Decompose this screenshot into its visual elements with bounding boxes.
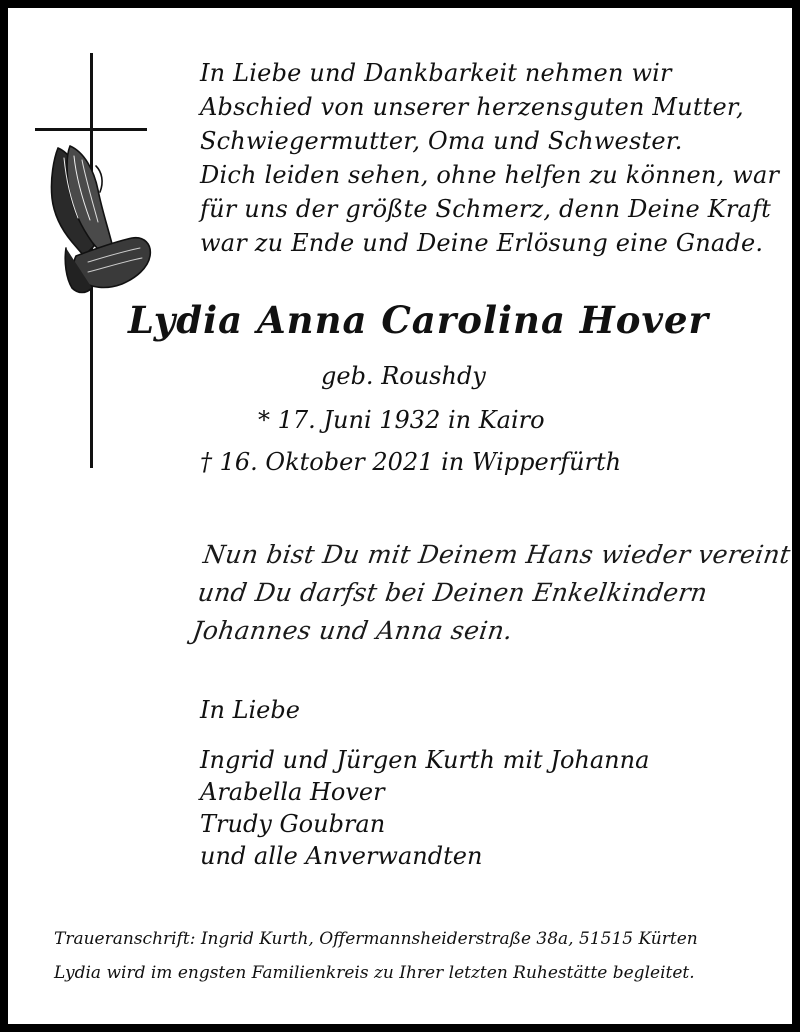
cross-bar [35, 128, 147, 131]
intro-line: Schwiegermutter, Oma und Schwester. [200, 127, 683, 155]
mourner-line: Ingrid und Jürgen Kurth mit Johanna [200, 746, 650, 774]
verse-line: und Du darfst bei Deinen Enkelkindern [196, 578, 710, 607]
verse-line: Nun bist Du mit Deinem Hans wieder vereint [201, 540, 793, 569]
death-date: † 16. Oktober 2021 in Wipperfürth [200, 448, 622, 476]
birth-name: geb. Roushdy [321, 362, 486, 390]
intro-line: Abschied von unserer herzensguten Mutter, [200, 93, 744, 121]
burial-note: Lydia wird im engsten Familienkreis zu Ihrer letzten Ruhestätte begleitet. [54, 963, 695, 983]
birth-date: * 17. Juni 1932 in Kairo [258, 406, 545, 434]
mourners-list [200, 744, 649, 872]
mourning-address: Traueranschrift: Ingrid Kurth, Offermannsheiderstraße 38a, 51515 Kürten [54, 929, 698, 949]
footer [54, 922, 698, 990]
intro-text [200, 56, 780, 260]
intro-line: Dich leiden sehen, ohne helfen zu können, war [200, 161, 780, 189]
mourner-line: Arabella Hover [200, 778, 385, 806]
deceased-name: Lydia Anna Carolina Hover [128, 298, 709, 342]
verse [190, 536, 793, 650]
intro-line: für uns der größte Schmerz, denn Deine Kraft [200, 195, 771, 223]
verse-line: Johannes und Anna sein. [190, 616, 515, 645]
mourner-line: und alle Anverwandten [200, 842, 483, 870]
praying-hands-icon [36, 138, 156, 298]
mourner-line: Trudy Goubran [200, 810, 386, 838]
intro-line: In Liebe und Dankbarkeit nehmen wir [200, 59, 672, 87]
intro-line: war zu Ende und Deine Erlösung eine Gnade. [200, 229, 764, 257]
closing-text: In Liebe [200, 696, 300, 724]
